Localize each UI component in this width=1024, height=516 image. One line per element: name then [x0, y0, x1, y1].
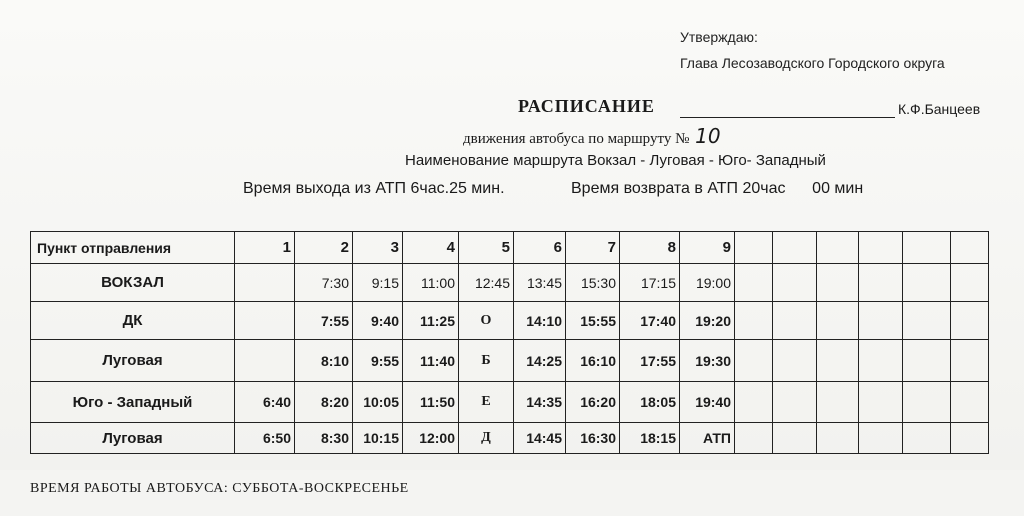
- time-cell: 16:10: [566, 340, 620, 382]
- time-cell: 14:45: [514, 423, 566, 454]
- time-cell: 7:30: [295, 264, 353, 302]
- header-col-8: 8: [620, 232, 680, 264]
- break-letter: Д: [459, 423, 514, 454]
- footer-note: ВРЕМЯ РАБОТЫ АВТОБУСА: СУББОТА-ВОСКРЕСЕНЬЕ: [30, 481, 409, 496]
- time-cell: 8:10: [295, 340, 353, 382]
- time-cell: 6:40: [235, 382, 295, 423]
- time-cell: [817, 264, 859, 302]
- header-col-6: 6: [514, 232, 566, 264]
- break-letter: О: [459, 302, 514, 340]
- time-cell: [859, 340, 903, 382]
- time-cell: [735, 382, 773, 423]
- header-col-12: [817, 232, 859, 264]
- time-cell: 7:55: [295, 302, 353, 340]
- stop-name: Луговая: [31, 340, 235, 382]
- header-col-15: [951, 232, 989, 264]
- time-cell: [773, 382, 817, 423]
- time-cell: 9:40: [353, 302, 403, 340]
- signature-line: [680, 117, 895, 118]
- route-number: 10: [695, 124, 721, 148]
- time-cell: 17:40: [620, 302, 680, 340]
- time-cell: [951, 340, 989, 382]
- schedule-table: [30, 231, 989, 454]
- time-cell: [817, 340, 859, 382]
- time-cell: [235, 340, 295, 382]
- time-cell: 16:30: [566, 423, 620, 454]
- document-subtitle: [463, 124, 721, 148]
- time-cell: 18:05: [620, 382, 680, 423]
- time-cell: 17:55: [620, 340, 680, 382]
- time-cell: 11:00: [403, 264, 459, 302]
- time-cell: 11:25: [403, 302, 459, 340]
- header-col-14: [903, 232, 951, 264]
- time-cell: 9:15: [353, 264, 403, 302]
- table-row: [31, 340, 989, 382]
- header-col-9: 9: [680, 232, 735, 264]
- approve-position: Глава Лесозаводского Городского округа: [680, 55, 945, 71]
- header-col-7: 7: [566, 232, 620, 264]
- time-cell: [903, 423, 951, 454]
- time-cell: 15:30: [566, 264, 620, 302]
- document-title: РАСПИСАНИЕ: [518, 96, 655, 116]
- subtitle-text: движения автобуса по маршруту №: [463, 131, 690, 147]
- table-body: [31, 264, 989, 454]
- time-cell: [817, 302, 859, 340]
- time-cell: 16:20: [566, 382, 620, 423]
- time-cell: 10:15: [353, 423, 403, 454]
- time-cell: [773, 340, 817, 382]
- header-col-4: 4: [403, 232, 459, 264]
- time-cell: 14:25: [514, 340, 566, 382]
- time-cell: 8:20: [295, 382, 353, 423]
- time-cell: 14:35: [514, 382, 566, 423]
- break-letter: Е: [459, 382, 514, 423]
- time-cell: 6:50: [235, 423, 295, 454]
- table-row: [31, 302, 989, 340]
- time-cell: 9:55: [353, 340, 403, 382]
- table-row: [31, 423, 989, 454]
- time-cell: 18:15: [620, 423, 680, 454]
- table-row: [31, 382, 989, 423]
- header-col-10: [735, 232, 773, 264]
- table-row: [31, 264, 989, 302]
- time-cell: [951, 382, 989, 423]
- header-col-2: 2: [295, 232, 353, 264]
- time-cell: 15:55: [566, 302, 620, 340]
- table-header-row: [31, 232, 989, 264]
- header-col-11: [773, 232, 817, 264]
- stop-name: ДК: [31, 302, 235, 340]
- time-cell: 8:30: [295, 423, 353, 454]
- approval-block: [680, 24, 945, 76]
- header-stop: Пункт отправления: [31, 232, 235, 264]
- time-cell: 12:00: [403, 423, 459, 454]
- stop-name: ВОКЗАЛ: [31, 264, 235, 302]
- time-cell: [859, 302, 903, 340]
- time-cell: [735, 264, 773, 302]
- time-cell: [735, 340, 773, 382]
- depart-time: Время выхода из АТП 6час.25 мин.: [243, 180, 505, 197]
- header-col-3: 3: [353, 232, 403, 264]
- break-letter: Б: [459, 340, 514, 382]
- time-cell: 19:30: [680, 340, 735, 382]
- approve-label: Утверждаю:: [680, 29, 758, 45]
- time-cell: [817, 423, 859, 454]
- time-cell: АТП: [680, 423, 735, 454]
- time-cell: [773, 302, 817, 340]
- time-cell: 11:40: [403, 340, 459, 382]
- time-cell: 19:00: [680, 264, 735, 302]
- header-col-5: 5: [459, 232, 514, 264]
- time-cell: [735, 423, 773, 454]
- time-cell: 19:40: [680, 382, 735, 423]
- time-cell: 10:05: [353, 382, 403, 423]
- time-cell: [735, 302, 773, 340]
- time-cell: [235, 264, 295, 302]
- time-cell: [817, 382, 859, 423]
- stop-name: Юго - Западный: [31, 382, 235, 423]
- time-cell: 17:15: [620, 264, 680, 302]
- return-time: Время возврата в АТП 20час 00 мин: [571, 180, 864, 197]
- time-cell: 19:20: [680, 302, 735, 340]
- time-cell: [951, 302, 989, 340]
- time-cell: [773, 423, 817, 454]
- time-cell: [903, 382, 951, 423]
- time-cell: [951, 264, 989, 302]
- time-cell: 13:45: [514, 264, 566, 302]
- time-cell: [903, 302, 951, 340]
- time-cell: [235, 302, 295, 340]
- header-col-1: 1: [235, 232, 295, 264]
- time-cell: 12:45: [459, 264, 514, 302]
- stop-name: Луговая: [31, 423, 235, 454]
- time-cell: [951, 423, 989, 454]
- time-cell: [859, 423, 903, 454]
- header-col-13: [859, 232, 903, 264]
- time-cell: 11:50: [403, 382, 459, 423]
- signer-name: К.Ф.Банцеев: [898, 101, 981, 117]
- time-cell: [903, 340, 951, 382]
- time-cell: [859, 264, 903, 302]
- time-cell: [903, 264, 951, 302]
- time-cell: 14:10: [514, 302, 566, 340]
- route-name: Наименование маршрута Вокзал - Луговая - Юго- Западный: [405, 152, 826, 169]
- time-cell: [773, 264, 817, 302]
- time-cell: [859, 382, 903, 423]
